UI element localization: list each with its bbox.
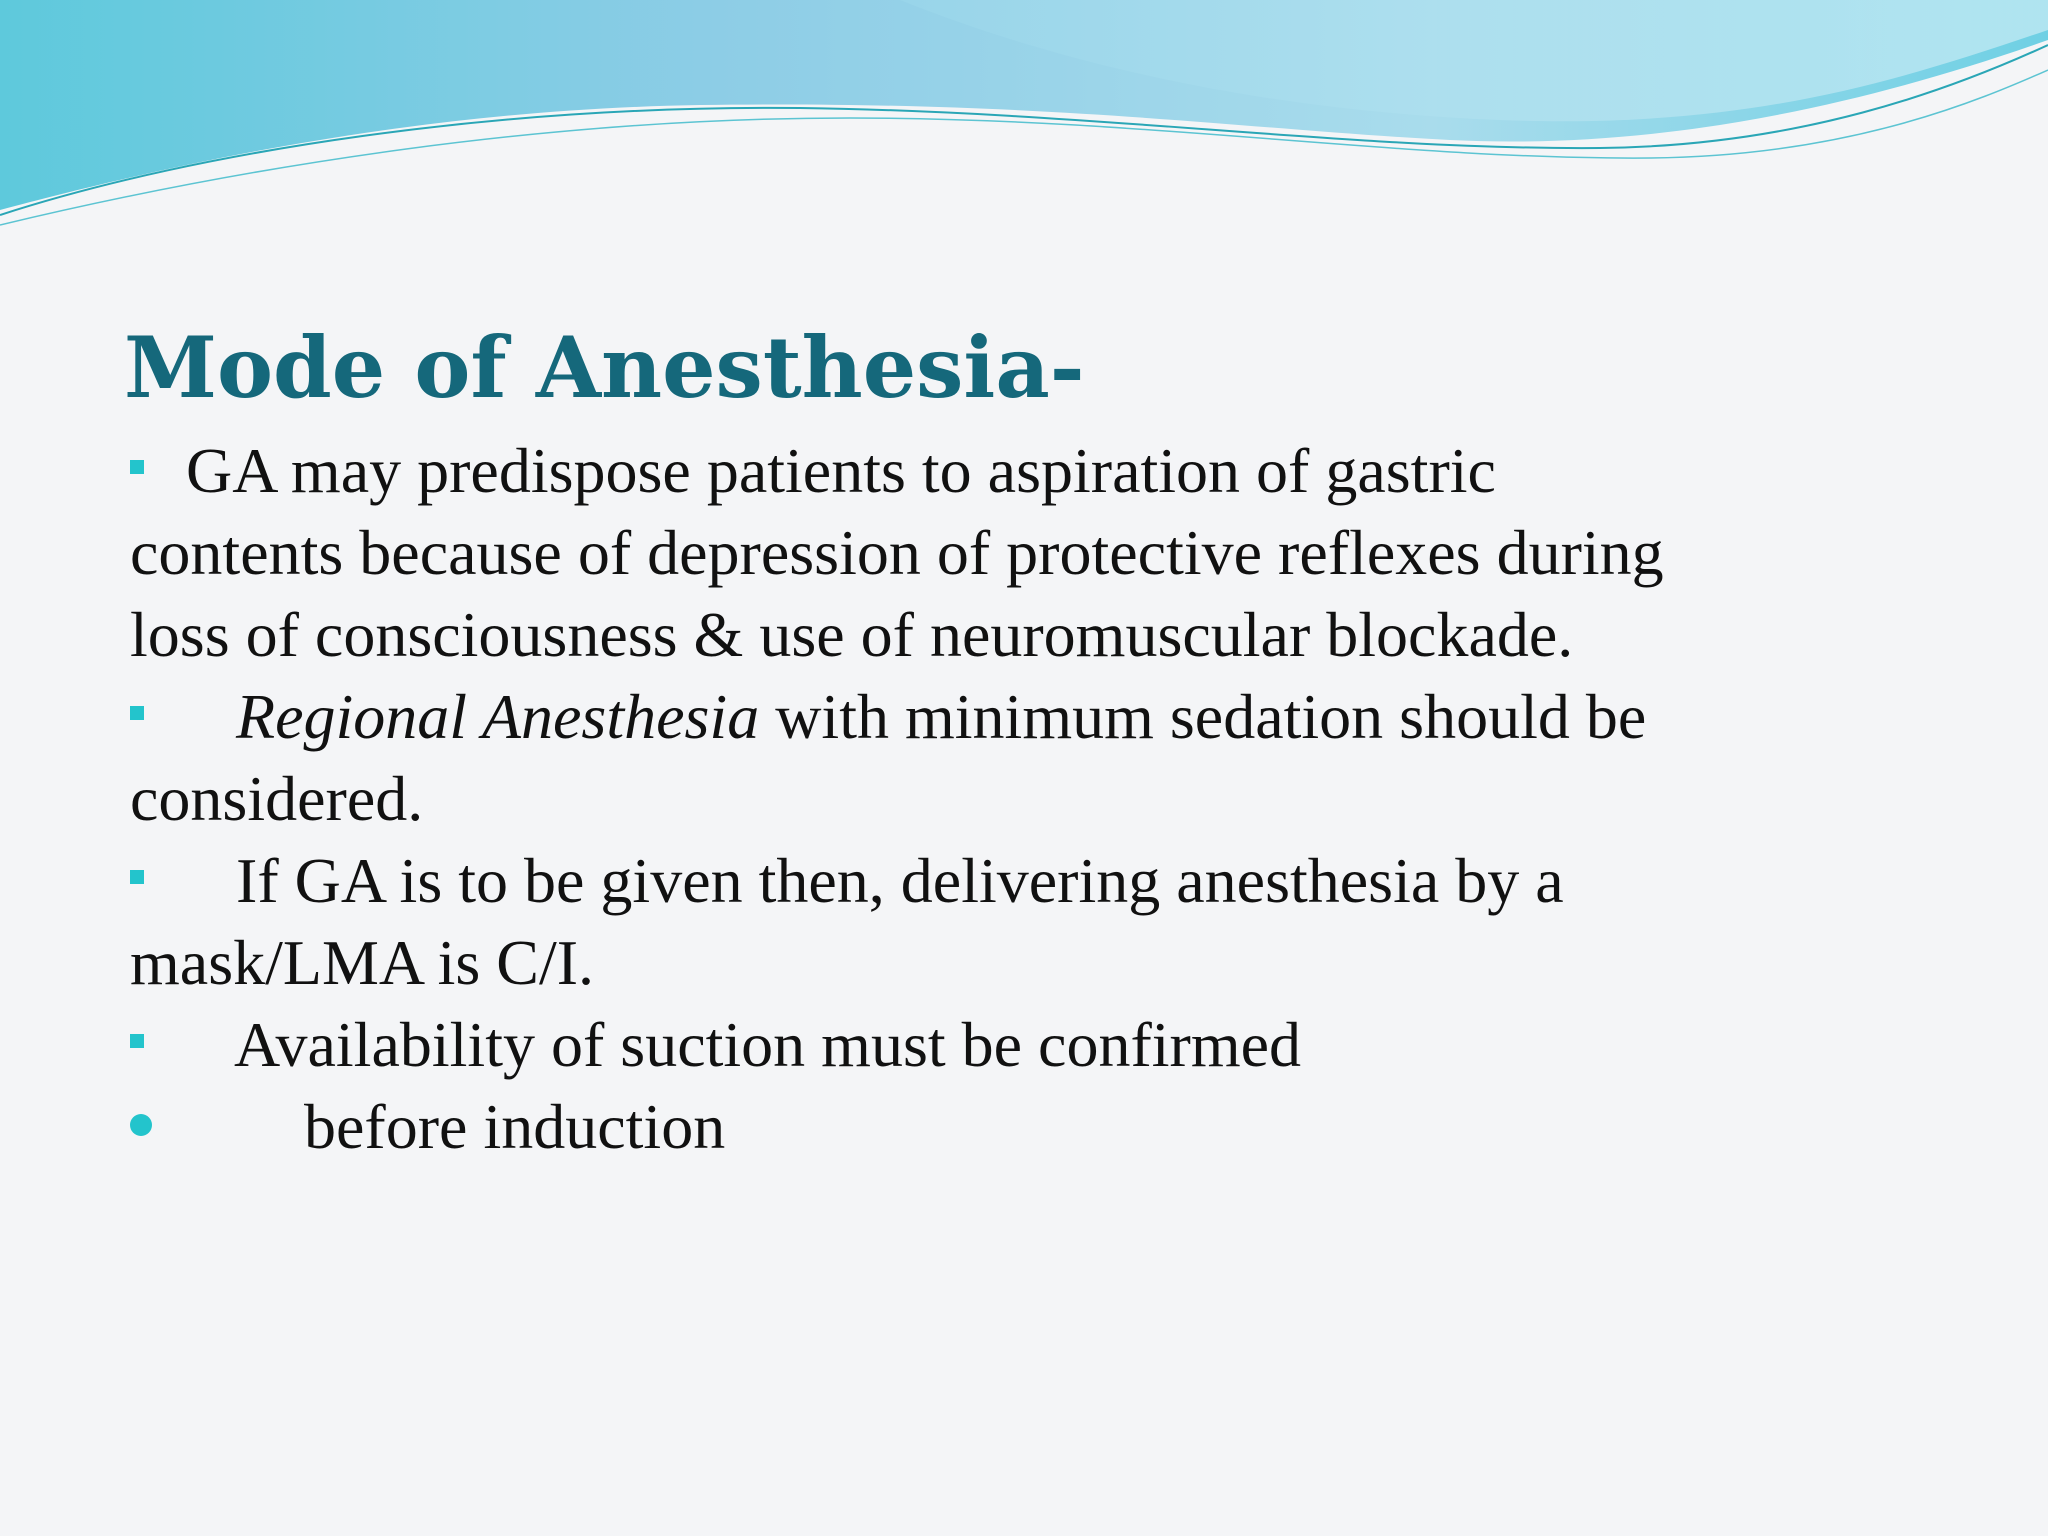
bullet-line (130, 512, 1930, 594)
wave-header-decoration (0, 0, 2048, 240)
bullet-line (130, 758, 1930, 840)
bullet-text: mask/LMA is C/I. (130, 927, 595, 998)
square-bullet-icon (130, 870, 144, 884)
bullet-line (130, 922, 1930, 1004)
bullet-text: contents because of depression of protective reflexes during (130, 517, 1664, 588)
bullet-text-rest: with minimum sedation should be (759, 681, 1647, 752)
slide-title: Mode of Anesthesia- (124, 318, 1085, 417)
square-bullet-icon (130, 706, 144, 720)
bullet-line (130, 676, 1930, 758)
bullet-text: GA may predispose patients to aspiration of gastric (186, 435, 1496, 506)
square-bullet-icon (130, 460, 144, 474)
bullet-text: before induction (304, 1091, 726, 1162)
bullet-text: Availability of suction must be confirmed (234, 1009, 1302, 1080)
bullet-line (130, 1086, 1930, 1168)
bullet-text: considered. (130, 763, 424, 834)
bullet-text: If GA is to be given then, delivering anesthesia by a (236, 845, 1564, 916)
bullet-line (130, 594, 1930, 676)
square-bullet-icon (130, 1034, 144, 1048)
bullet-line (130, 430, 1930, 512)
bullet-text (236, 676, 1646, 758)
bullet-list (130, 430, 1930, 1168)
round-bullet-icon (130, 1114, 152, 1136)
bullet-line (130, 840, 1930, 922)
italic-term: Regional Anesthesia (236, 681, 760, 752)
bullet-line (130, 1004, 1930, 1086)
bullet-text: loss of consciousness & use of neuromuscular blockade. (130, 599, 1574, 670)
